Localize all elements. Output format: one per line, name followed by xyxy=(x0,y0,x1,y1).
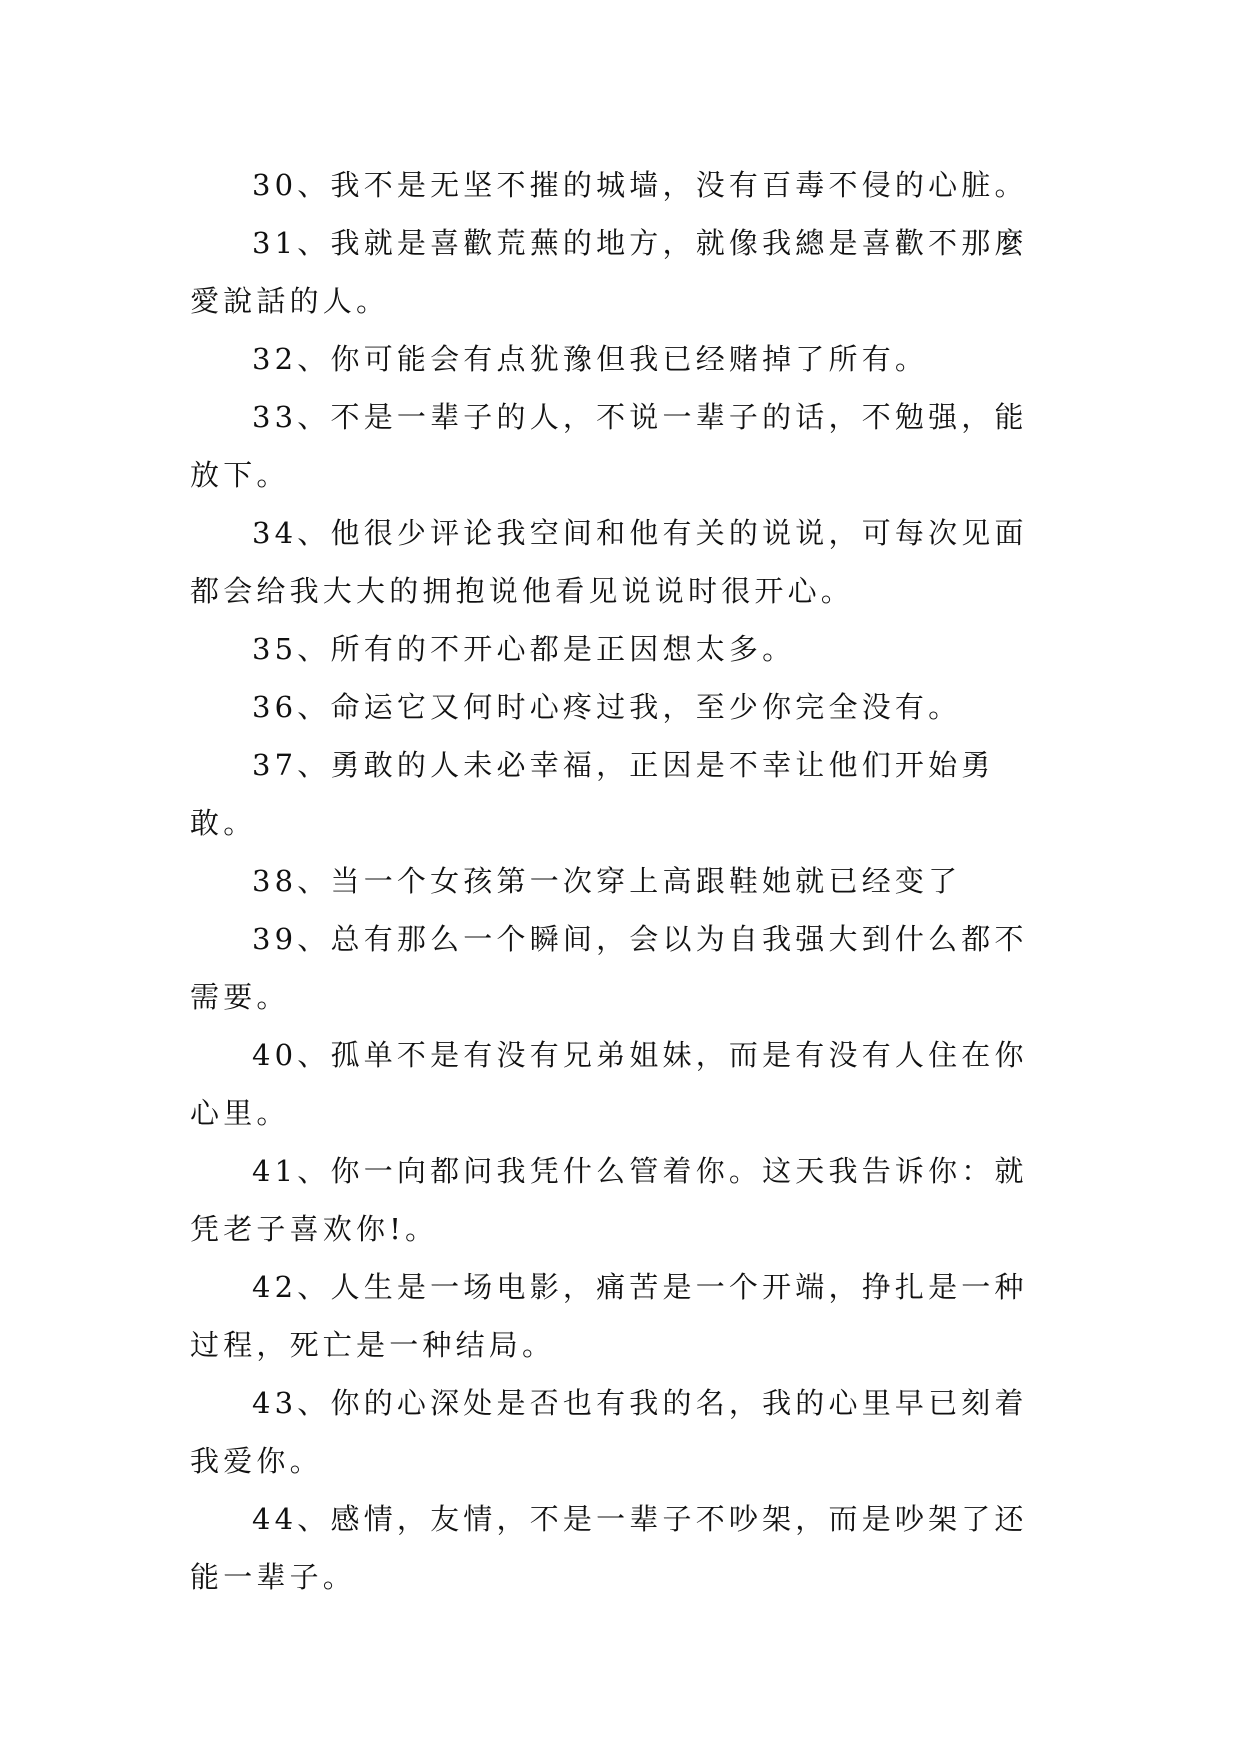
paragraph-41: 41、你一向都问我凭什么管着你。这天我告诉你：就凭老子喜欢你!。 xyxy=(190,1154,1028,1246)
paragraph-31: 31、我就是喜歡荒蕪的地方，就像我總是喜歡不那麼愛說話的人。 xyxy=(190,226,1028,318)
document-body xyxy=(190,156,1050,1606)
paragraph-36: 36、命运它又何时心疼过我，至少你完全没有。 xyxy=(252,690,962,724)
paragraph-42: 42、人生是一场电影，痛苦是一个开端，挣扎是一种过程，死亡是一种结局。 xyxy=(190,1270,1028,1362)
paragraph-35: 35、所有的不开心都是正因想太多。 xyxy=(252,632,796,666)
paragraph-32: 32、你可能会有点犹豫但我已经赌掉了所有。 xyxy=(252,342,929,376)
paragraph-39: 39、总有那么一个瞬间，会以为自我强大到什么都不需要。 xyxy=(190,922,1028,1014)
paragraph-38: 38、当一个女孩第一次穿上高跟鞋她就已经变了 xyxy=(252,864,962,898)
paragraph-44: 44、感情，友情，不是一辈子不吵架，而是吵架了还能一辈子。 xyxy=(190,1502,1028,1594)
paragraph-30: 30、我不是无坚不摧的城墙，没有百毒不侵的心脏。 xyxy=(252,168,1028,202)
paragraph-37: 37、勇敢的人未必幸福，正因是不幸让他们开始勇敢。 xyxy=(190,748,995,840)
paragraph-34: 34、他很少评论我空间和他有关的说说，可每次见面都会给我大大的拥抱说他看见说说时很开心。 xyxy=(190,516,1028,608)
paragraph-33: 33、不是一辈子的人，不说一辈子的话，不勉强，能放下。 xyxy=(190,400,1028,492)
paragraph-43: 43、你的心深处是否也有我的名，我的心里早已刻着我爱你。 xyxy=(190,1386,1028,1478)
paragraph-40: 40、孤单不是有没有兄弟姐妹，而是有没有人住在你心里。 xyxy=(190,1038,1028,1130)
